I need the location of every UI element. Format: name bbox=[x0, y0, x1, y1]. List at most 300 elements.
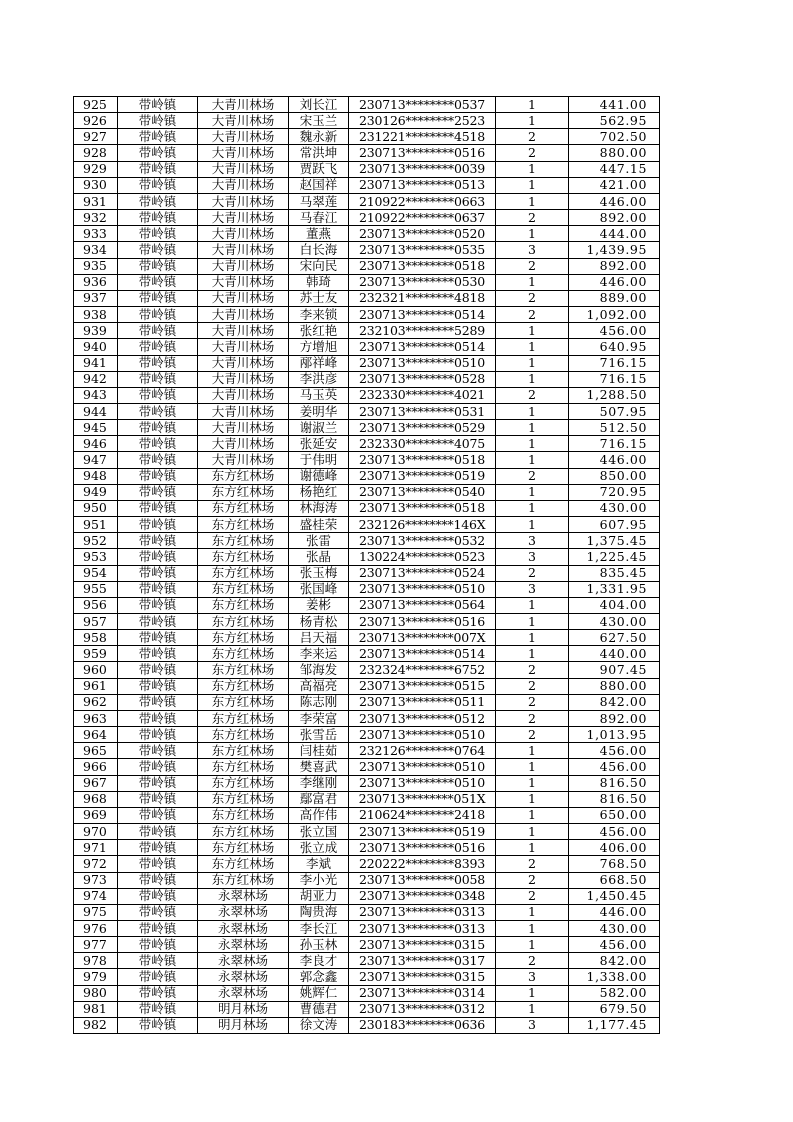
forest-farm-cell: 明月林场 bbox=[198, 1001, 289, 1017]
row-number-cell: 976 bbox=[74, 920, 118, 936]
row-number-cell: 975 bbox=[74, 904, 118, 920]
id-number-cell: 230713********0520 bbox=[349, 226, 496, 242]
household-count-cell: 1 bbox=[496, 484, 569, 500]
id-number-cell: 232321********4818 bbox=[349, 290, 496, 306]
table-row bbox=[74, 420, 660, 436]
household-count-cell: 1 bbox=[496, 177, 569, 193]
town-cell: 带岭镇 bbox=[118, 1001, 198, 1017]
forest-farm-cell: 东方红林场 bbox=[198, 791, 289, 807]
row-number-cell: 965 bbox=[74, 743, 118, 759]
household-count-cell: 2 bbox=[496, 856, 569, 872]
id-number-cell: 230713********0510 bbox=[349, 727, 496, 743]
town-cell: 带岭镇 bbox=[118, 129, 198, 145]
town-cell: 带岭镇 bbox=[118, 97, 198, 113]
amount-cell: 562.95 bbox=[569, 113, 660, 129]
name-cell: 姚辉仁 bbox=[289, 985, 349, 1001]
amount-cell: 456.00 bbox=[569, 743, 660, 759]
id-number-cell: 230713********0518 bbox=[349, 258, 496, 274]
forest-farm-cell: 大青川林场 bbox=[198, 387, 289, 403]
household-count-cell: 1 bbox=[496, 97, 569, 113]
forest-farm-cell: 大青川林场 bbox=[198, 323, 289, 339]
table-row bbox=[74, 872, 660, 888]
name-cell: 李洪彦 bbox=[289, 371, 349, 387]
id-number-cell: 230713********0564 bbox=[349, 597, 496, 613]
name-cell: 孙玉林 bbox=[289, 937, 349, 953]
town-cell: 带岭镇 bbox=[118, 807, 198, 823]
table-row bbox=[74, 226, 660, 242]
row-number-cell: 957 bbox=[74, 614, 118, 630]
id-number-cell: 230713********0530 bbox=[349, 274, 496, 290]
id-number-cell: 230713********0313 bbox=[349, 920, 496, 936]
name-cell: 谢淑兰 bbox=[289, 420, 349, 436]
forest-farm-cell: 永翠林场 bbox=[198, 920, 289, 936]
row-number-cell: 926 bbox=[74, 113, 118, 129]
town-cell: 带岭镇 bbox=[118, 290, 198, 306]
forest-farm-cell: 大青川林场 bbox=[198, 339, 289, 355]
name-cell: 胡亚力 bbox=[289, 888, 349, 904]
amount-cell: 447.15 bbox=[569, 161, 660, 177]
table-row bbox=[74, 484, 660, 500]
row-number-cell: 943 bbox=[74, 387, 118, 403]
id-number-cell: 230713********0519 bbox=[349, 468, 496, 484]
amount-cell: 892.00 bbox=[569, 710, 660, 726]
town-cell: 带岭镇 bbox=[118, 678, 198, 694]
id-number-cell: 230713********0514 bbox=[349, 307, 496, 323]
household-count-cell: 1 bbox=[496, 937, 569, 953]
row-number-cell: 982 bbox=[74, 1017, 118, 1033]
household-count-cell: 1 bbox=[496, 323, 569, 339]
id-number-cell: 230713********0518 bbox=[349, 452, 496, 468]
household-count-cell: 1 bbox=[496, 452, 569, 468]
row-number-cell: 981 bbox=[74, 1001, 118, 1017]
amount-cell: 702.50 bbox=[569, 129, 660, 145]
name-cell: 张雪岳 bbox=[289, 727, 349, 743]
row-number-cell: 937 bbox=[74, 290, 118, 306]
table-row bbox=[74, 614, 660, 630]
amount-cell: 582.00 bbox=[569, 985, 660, 1001]
household-count-cell: 3 bbox=[496, 581, 569, 597]
amount-cell: 1,177.45 bbox=[569, 1017, 660, 1033]
amount-cell: 816.50 bbox=[569, 791, 660, 807]
name-cell: 马春江 bbox=[289, 210, 349, 226]
id-number-cell: 230713********0519 bbox=[349, 824, 496, 840]
town-cell: 带岭镇 bbox=[118, 775, 198, 791]
forest-farm-cell: 东方红林场 bbox=[198, 517, 289, 533]
forest-farm-cell: 大青川林场 bbox=[198, 129, 289, 145]
table-row bbox=[74, 161, 660, 177]
name-cell: 李小光 bbox=[289, 872, 349, 888]
name-cell: 杨青松 bbox=[289, 614, 349, 630]
amount-cell: 1,331.95 bbox=[569, 581, 660, 597]
amount-cell: 850.00 bbox=[569, 468, 660, 484]
id-number-cell: 230713********0313 bbox=[349, 904, 496, 920]
row-number-cell: 941 bbox=[74, 355, 118, 371]
id-number-cell: 230713********0317 bbox=[349, 953, 496, 969]
table-body bbox=[74, 97, 660, 1034]
amount-cell: 716.15 bbox=[569, 436, 660, 452]
town-cell: 带岭镇 bbox=[118, 614, 198, 630]
name-cell: 鄢富君 bbox=[289, 791, 349, 807]
amount-cell: 446.00 bbox=[569, 452, 660, 468]
forest-farm-cell: 东方红林场 bbox=[198, 646, 289, 662]
amount-cell: 816.50 bbox=[569, 775, 660, 791]
id-number-cell: 230713********0529 bbox=[349, 420, 496, 436]
forest-farm-cell: 大青川林场 bbox=[198, 436, 289, 452]
table-row bbox=[74, 403, 660, 419]
forest-farm-cell: 东方红林场 bbox=[198, 775, 289, 791]
town-cell: 带岭镇 bbox=[118, 904, 198, 920]
town-cell: 带岭镇 bbox=[118, 565, 198, 581]
forest-farm-cell: 东方红林场 bbox=[198, 678, 289, 694]
table-row bbox=[74, 791, 660, 807]
town-cell: 带岭镇 bbox=[118, 258, 198, 274]
town-cell: 带岭镇 bbox=[118, 872, 198, 888]
household-count-cell: 1 bbox=[496, 597, 569, 613]
amount-cell: 650.00 bbox=[569, 807, 660, 823]
town-cell: 带岭镇 bbox=[118, 210, 198, 226]
town-cell: 带岭镇 bbox=[118, 662, 198, 678]
town-cell: 带岭镇 bbox=[118, 581, 198, 597]
amount-cell: 892.00 bbox=[569, 210, 660, 226]
row-number-cell: 945 bbox=[74, 420, 118, 436]
amount-cell: 1,375.45 bbox=[569, 533, 660, 549]
name-cell: 董燕 bbox=[289, 226, 349, 242]
row-number-cell: 963 bbox=[74, 710, 118, 726]
amount-cell: 1,338.00 bbox=[569, 969, 660, 985]
forest-farm-cell: 东方红林场 bbox=[198, 872, 289, 888]
name-cell: 邹海发 bbox=[289, 662, 349, 678]
household-count-cell: 2 bbox=[496, 565, 569, 581]
town-cell: 带岭镇 bbox=[118, 387, 198, 403]
town-cell: 带岭镇 bbox=[118, 888, 198, 904]
amount-cell: 404.00 bbox=[569, 597, 660, 613]
household-count-cell: 1 bbox=[496, 904, 569, 920]
town-cell: 带岭镇 bbox=[118, 953, 198, 969]
name-cell: 白长海 bbox=[289, 242, 349, 258]
town-cell: 带岭镇 bbox=[118, 937, 198, 953]
row-number-cell: 936 bbox=[74, 274, 118, 290]
table-row bbox=[74, 549, 660, 565]
town-cell: 带岭镇 bbox=[118, 985, 198, 1001]
table-row bbox=[74, 436, 660, 452]
amount-cell: 456.00 bbox=[569, 937, 660, 953]
amount-cell: 668.50 bbox=[569, 872, 660, 888]
forest-farm-cell: 东方红林场 bbox=[198, 662, 289, 678]
household-count-cell: 1 bbox=[496, 420, 569, 436]
name-cell: 徐文涛 bbox=[289, 1017, 349, 1033]
household-count-cell: 1 bbox=[496, 371, 569, 387]
town-cell: 带岭镇 bbox=[118, 549, 198, 565]
table-row bbox=[74, 500, 660, 516]
household-count-cell: 3 bbox=[496, 549, 569, 565]
amount-cell: 456.00 bbox=[569, 323, 660, 339]
amount-cell: 441.00 bbox=[569, 97, 660, 113]
town-cell: 带岭镇 bbox=[118, 226, 198, 242]
amount-cell: 430.00 bbox=[569, 500, 660, 516]
town-cell: 带岭镇 bbox=[118, 597, 198, 613]
table-row bbox=[74, 97, 660, 113]
household-count-cell: 1 bbox=[496, 517, 569, 533]
table-row bbox=[74, 840, 660, 856]
name-cell: 张立成 bbox=[289, 840, 349, 856]
id-number-cell: 232324********6752 bbox=[349, 662, 496, 678]
town-cell: 带岭镇 bbox=[118, 307, 198, 323]
name-cell: 谢德峰 bbox=[289, 468, 349, 484]
name-cell: 赵国祥 bbox=[289, 177, 349, 193]
town-cell: 带岭镇 bbox=[118, 759, 198, 775]
id-number-cell: 230713********0535 bbox=[349, 242, 496, 258]
household-count-cell: 1 bbox=[496, 646, 569, 662]
household-count-cell: 2 bbox=[496, 678, 569, 694]
id-number-cell: 230713********007X bbox=[349, 630, 496, 646]
table-row bbox=[74, 387, 660, 403]
id-number-cell: 210922********0637 bbox=[349, 210, 496, 226]
town-cell: 带岭镇 bbox=[118, 484, 198, 500]
name-cell: 宋向民 bbox=[289, 258, 349, 274]
name-cell: 李荣富 bbox=[289, 710, 349, 726]
household-count-cell: 2 bbox=[496, 694, 569, 710]
town-cell: 带岭镇 bbox=[118, 824, 198, 840]
forest-farm-cell: 东方红林场 bbox=[198, 856, 289, 872]
table-row bbox=[74, 371, 660, 387]
household-count-cell: 2 bbox=[496, 888, 569, 904]
amount-cell: 889.00 bbox=[569, 290, 660, 306]
name-cell: 张延安 bbox=[289, 436, 349, 452]
amount-cell: 1,439.95 bbox=[569, 242, 660, 258]
forest-farm-cell: 大青川林场 bbox=[198, 193, 289, 209]
name-cell: 张立国 bbox=[289, 824, 349, 840]
amount-cell: 720.95 bbox=[569, 484, 660, 500]
town-cell: 带岭镇 bbox=[118, 533, 198, 549]
forest-farm-cell: 大青川林场 bbox=[198, 274, 289, 290]
household-count-cell: 1 bbox=[496, 775, 569, 791]
town-cell: 带岭镇 bbox=[118, 177, 198, 193]
household-count-cell: 1 bbox=[496, 226, 569, 242]
name-cell: 方增旭 bbox=[289, 339, 349, 355]
name-cell: 林海涛 bbox=[289, 500, 349, 516]
forest-farm-cell: 大青川林场 bbox=[198, 177, 289, 193]
amount-cell: 907.45 bbox=[569, 662, 660, 678]
name-cell: 马翠莲 bbox=[289, 193, 349, 209]
row-number-cell: 964 bbox=[74, 727, 118, 743]
row-number-cell: 929 bbox=[74, 161, 118, 177]
table-row bbox=[74, 597, 660, 613]
household-count-cell: 1 bbox=[496, 630, 569, 646]
table-row bbox=[74, 323, 660, 339]
row-number-cell: 935 bbox=[74, 258, 118, 274]
row-number-cell: 940 bbox=[74, 339, 118, 355]
name-cell: 曹德君 bbox=[289, 1001, 349, 1017]
id-number-cell: 230713********0510 bbox=[349, 355, 496, 371]
name-cell: 贾跃飞 bbox=[289, 161, 349, 177]
household-count-cell: 1 bbox=[496, 985, 569, 1001]
table-row bbox=[74, 630, 660, 646]
table-row bbox=[74, 339, 660, 355]
amount-cell: 1,288.50 bbox=[569, 387, 660, 403]
id-number-cell: 230713********0513 bbox=[349, 177, 496, 193]
forest-farm-cell: 大青川林场 bbox=[198, 307, 289, 323]
amount-cell: 446.00 bbox=[569, 904, 660, 920]
table-row bbox=[74, 694, 660, 710]
forest-farm-cell: 东方红林场 bbox=[198, 807, 289, 823]
name-cell: 姜明华 bbox=[289, 403, 349, 419]
table-row bbox=[74, 355, 660, 371]
table-row bbox=[74, 242, 660, 258]
town-cell: 带岭镇 bbox=[118, 452, 198, 468]
table-row bbox=[74, 904, 660, 920]
town-cell: 带岭镇 bbox=[118, 710, 198, 726]
table-row bbox=[74, 743, 660, 759]
name-cell: 李良才 bbox=[289, 953, 349, 969]
amount-cell: 1,225.45 bbox=[569, 549, 660, 565]
id-number-cell: 230713********0039 bbox=[349, 161, 496, 177]
town-cell: 带岭镇 bbox=[118, 727, 198, 743]
amount-cell: 679.50 bbox=[569, 1001, 660, 1017]
name-cell: 郭念鑫 bbox=[289, 969, 349, 985]
household-count-cell: 1 bbox=[496, 824, 569, 840]
table-row bbox=[74, 1001, 660, 1017]
table-row bbox=[74, 920, 660, 936]
town-cell: 带岭镇 bbox=[118, 630, 198, 646]
row-number-cell: 954 bbox=[74, 565, 118, 581]
row-number-cell: 961 bbox=[74, 678, 118, 694]
table-row bbox=[74, 807, 660, 823]
forest-farm-cell: 东方红林场 bbox=[198, 468, 289, 484]
amount-cell: 842.00 bbox=[569, 694, 660, 710]
table-row bbox=[74, 662, 660, 678]
table-row bbox=[74, 129, 660, 145]
id-number-cell: 232126********0764 bbox=[349, 743, 496, 759]
forest-farm-cell: 东方红林场 bbox=[198, 581, 289, 597]
household-count-cell: 2 bbox=[496, 210, 569, 226]
id-number-cell: 230126********2523 bbox=[349, 113, 496, 129]
forest-farm-cell: 大青川林场 bbox=[198, 145, 289, 161]
row-number-cell: 925 bbox=[74, 97, 118, 113]
household-count-cell: 2 bbox=[496, 258, 569, 274]
household-count-cell: 1 bbox=[496, 193, 569, 209]
id-number-cell: 230713********0512 bbox=[349, 710, 496, 726]
name-cell: 高福亮 bbox=[289, 678, 349, 694]
forest-farm-cell: 永翠林场 bbox=[198, 937, 289, 953]
table-row bbox=[74, 193, 660, 209]
id-number-cell: 230713********0516 bbox=[349, 840, 496, 856]
table-row bbox=[74, 1017, 660, 1033]
amount-cell: 716.15 bbox=[569, 355, 660, 371]
forest-farm-cell: 东方红林场 bbox=[198, 630, 289, 646]
name-cell: 张玉梅 bbox=[289, 565, 349, 581]
household-count-cell: 1 bbox=[496, 436, 569, 452]
forest-farm-cell: 大青川林场 bbox=[198, 403, 289, 419]
id-number-cell: 130224********0523 bbox=[349, 549, 496, 565]
row-number-cell: 942 bbox=[74, 371, 118, 387]
amount-cell: 640.95 bbox=[569, 339, 660, 355]
amount-cell: 446.00 bbox=[569, 193, 660, 209]
table-row bbox=[74, 113, 660, 129]
forest-farm-cell: 永翠林场 bbox=[198, 953, 289, 969]
row-number-cell: 944 bbox=[74, 403, 118, 419]
id-number-cell: 210624********2418 bbox=[349, 807, 496, 823]
row-number-cell: 962 bbox=[74, 694, 118, 710]
name-cell: 李继刚 bbox=[289, 775, 349, 791]
town-cell: 带岭镇 bbox=[118, 920, 198, 936]
forest-farm-cell: 东方红林场 bbox=[198, 759, 289, 775]
forest-farm-cell: 东方红林场 bbox=[198, 549, 289, 565]
id-number-cell: 230713********0510 bbox=[349, 775, 496, 791]
row-number-cell: 972 bbox=[74, 856, 118, 872]
id-number-cell: 230713********051X bbox=[349, 791, 496, 807]
amount-cell: 880.00 bbox=[569, 678, 660, 694]
town-cell: 带岭镇 bbox=[118, 323, 198, 339]
id-number-cell: 220222********8393 bbox=[349, 856, 496, 872]
row-number-cell: 968 bbox=[74, 791, 118, 807]
table-row bbox=[74, 258, 660, 274]
row-number-cell: 932 bbox=[74, 210, 118, 226]
table-row bbox=[74, 646, 660, 662]
name-cell: 高作伟 bbox=[289, 807, 349, 823]
amount-cell: 716.15 bbox=[569, 371, 660, 387]
table-row bbox=[74, 565, 660, 581]
household-count-cell: 3 bbox=[496, 533, 569, 549]
household-count-cell: 2 bbox=[496, 727, 569, 743]
amount-cell: 421.00 bbox=[569, 177, 660, 193]
forest-farm-cell: 大青川林场 bbox=[198, 210, 289, 226]
forest-farm-cell: 东方红林场 bbox=[198, 694, 289, 710]
name-cell: 马玉英 bbox=[289, 387, 349, 403]
row-number-cell: 959 bbox=[74, 646, 118, 662]
amount-cell: 842.00 bbox=[569, 953, 660, 969]
forest-farm-cell: 东方红林场 bbox=[198, 597, 289, 613]
amount-cell: 444.00 bbox=[569, 226, 660, 242]
row-number-cell: 955 bbox=[74, 581, 118, 597]
amount-cell: 446.00 bbox=[569, 274, 660, 290]
id-number-cell: 230713********0315 bbox=[349, 969, 496, 985]
table-row bbox=[74, 856, 660, 872]
forest-farm-cell: 东方红林场 bbox=[198, 565, 289, 581]
id-number-cell: 210922********0663 bbox=[349, 193, 496, 209]
row-number-cell: 971 bbox=[74, 840, 118, 856]
town-cell: 带岭镇 bbox=[118, 145, 198, 161]
table-row bbox=[74, 452, 660, 468]
household-count-cell: 3 bbox=[496, 969, 569, 985]
table-row bbox=[74, 145, 660, 161]
town-cell: 带岭镇 bbox=[118, 436, 198, 452]
town-cell: 带岭镇 bbox=[118, 371, 198, 387]
id-number-cell: 230713********0511 bbox=[349, 694, 496, 710]
amount-cell: 440.00 bbox=[569, 646, 660, 662]
name-cell: 张雷 bbox=[289, 533, 349, 549]
table-row bbox=[74, 533, 660, 549]
row-number-cell: 933 bbox=[74, 226, 118, 242]
id-number-cell: 230713********0314 bbox=[349, 985, 496, 1001]
town-cell: 带岭镇 bbox=[118, 274, 198, 290]
forest-farm-cell: 东方红林场 bbox=[198, 533, 289, 549]
town-cell: 带岭镇 bbox=[118, 403, 198, 419]
name-cell: 宋玉兰 bbox=[289, 113, 349, 129]
id-number-cell: 232103********5289 bbox=[349, 323, 496, 339]
forest-farm-cell: 大青川林场 bbox=[198, 290, 289, 306]
household-count-cell: 1 bbox=[496, 920, 569, 936]
id-number-cell: 230713********0348 bbox=[349, 888, 496, 904]
forest-farm-cell: 大青川林场 bbox=[198, 242, 289, 258]
row-number-cell: 928 bbox=[74, 145, 118, 161]
name-cell: 张晶 bbox=[289, 549, 349, 565]
id-number-cell: 232126********146X bbox=[349, 517, 496, 533]
forest-farm-cell: 大青川林场 bbox=[198, 161, 289, 177]
name-cell: 杨艳红 bbox=[289, 484, 349, 500]
row-number-cell: 951 bbox=[74, 517, 118, 533]
row-number-cell: 947 bbox=[74, 452, 118, 468]
row-number-cell: 956 bbox=[74, 597, 118, 613]
